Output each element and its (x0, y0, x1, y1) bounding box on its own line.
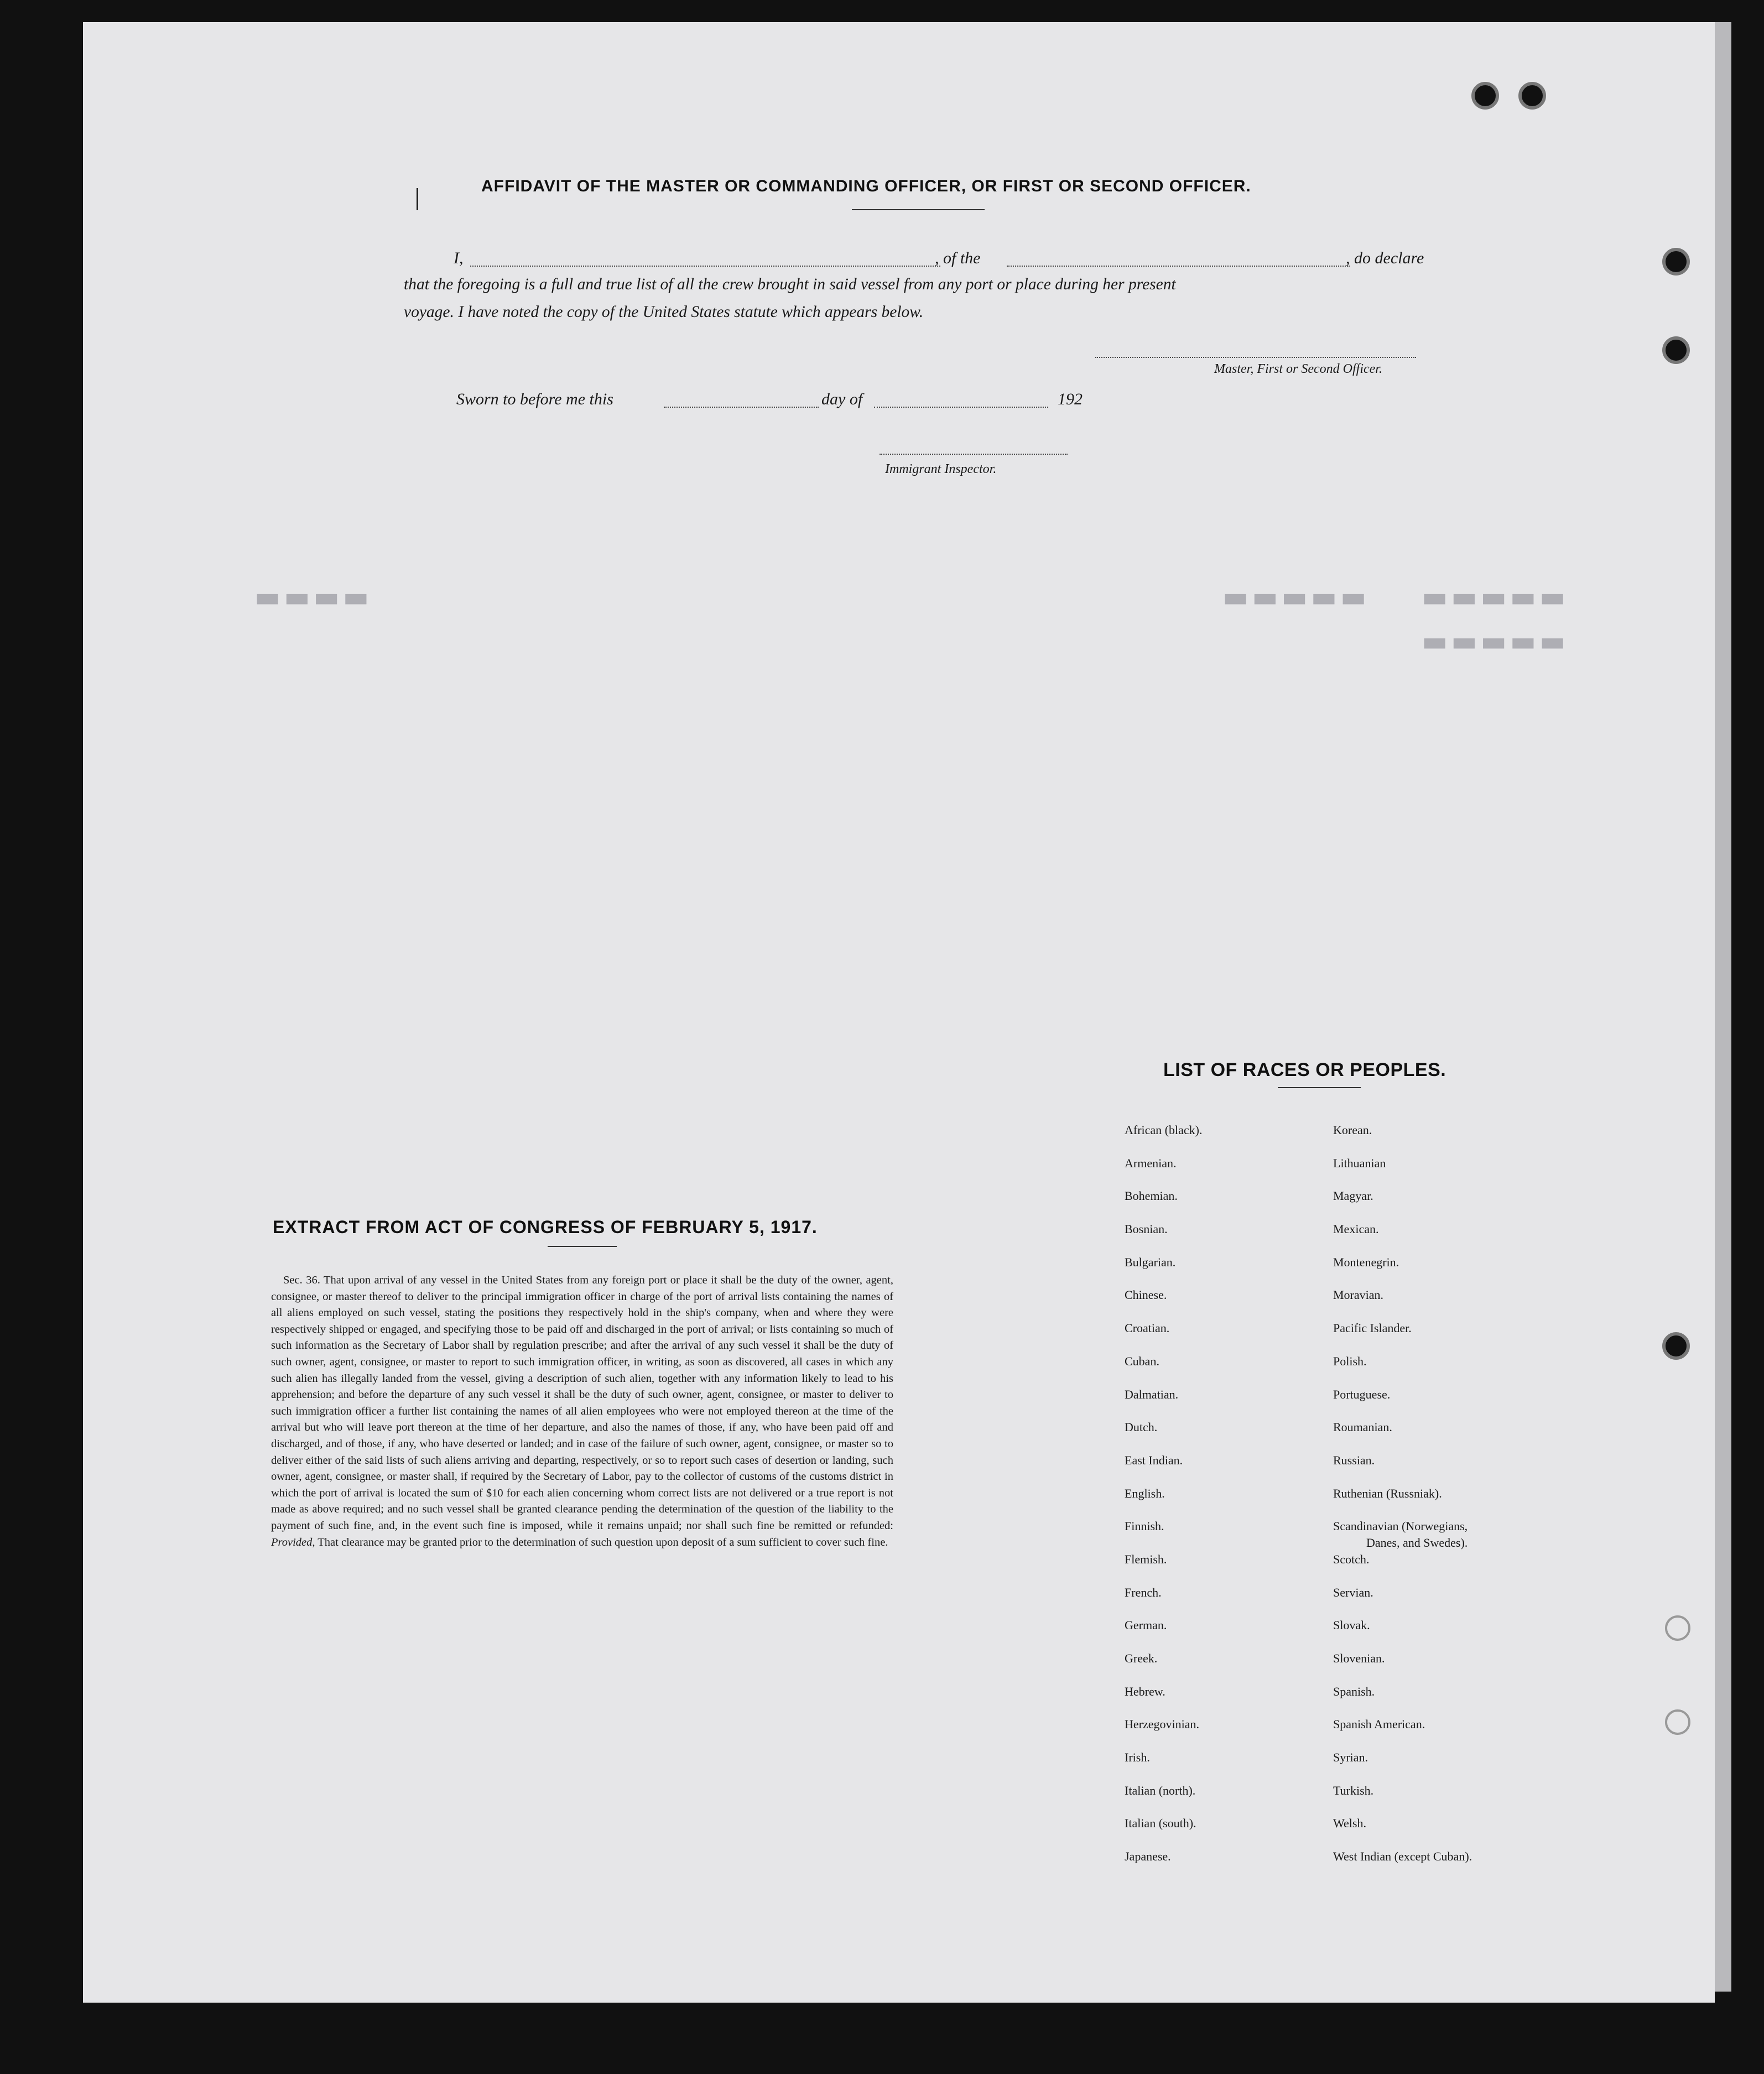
extract-proviso-label: Provided, (271, 1536, 315, 1548)
races-title: LIST OF RACES OR PEOPLES. (1163, 1059, 1446, 1080)
year-prefix: 192 (1058, 390, 1083, 408)
declaration-do-declare: , do declare (1346, 249, 1424, 267)
race-item: Turkish. (1333, 1783, 1374, 1797)
race-item: Spanish American. (1333, 1717, 1425, 1732)
race-item: Mexican. (1333, 1222, 1379, 1236)
binder-hole-icon (1518, 82, 1546, 110)
race-item: Lithuanian (1333, 1156, 1386, 1170)
race-item: Korean. (1333, 1123, 1372, 1137)
race-item: East Indian. (1125, 1453, 1183, 1467)
race-item: Polish. (1333, 1354, 1367, 1368)
sworn-text: Sworn to before me this (456, 390, 613, 408)
race-item: Scotch. (1333, 1552, 1370, 1566)
race-item: Danes, and Swedes). (1366, 1536, 1468, 1550)
race-item: Bohemian. (1125, 1189, 1178, 1203)
race-item: Montenegrin. (1333, 1255, 1399, 1269)
declaration-of-the: , of the (935, 249, 981, 267)
race-item: Magyar. (1333, 1189, 1373, 1203)
affidavit-title: AFFIDAVIT OF THE MASTER OR COMMANDING OFFICER, OR FIRST OR SECOND OFFICER. (481, 177, 1251, 195)
binder-hole-icon (1471, 82, 1499, 110)
race-item: Syrian. (1333, 1750, 1368, 1765)
binder-hole-icon (1665, 1615, 1690, 1641)
signature-label: Master, First or Second Officer. (1214, 362, 1382, 376)
extract-section-36 (271, 1272, 893, 1551)
race-item: Welsh. (1333, 1816, 1366, 1831)
declaration-start: I, (454, 249, 464, 267)
race-item: English. (1125, 1486, 1165, 1500)
race-item: Italian (north). (1125, 1783, 1196, 1797)
extract-proviso-text: That clearance may be granted prior to the determination of such question upon deposit of a sum sufficient to cover such fine. (318, 1536, 888, 1548)
binder-hole-icon (1665, 1709, 1690, 1735)
inspector-signature-field[interactable] (880, 454, 1068, 455)
sworn-day-field[interactable] (664, 407, 819, 408)
race-item: African (black). (1125, 1123, 1203, 1137)
race-item: Roumanian. (1333, 1420, 1392, 1434)
race-item: Chinese. (1125, 1288, 1167, 1302)
races-left-column (1125, 1123, 1202, 1883)
binder-hole-icon (1662, 336, 1690, 364)
extract-body: That upon arrival of any vessel in the United States from any foreign port or place it shall be the duty of the owner, agent, consignee, or master thereof to deliver to the principal immigration officer in charge of the port of arrival lists containing the names of all aliens employed on such vessel, stating the positions they respectively hold in the ship's company, when and where they were respectively shipped or engaged, and specifying those to be paid off and discharged in the port of arrival; or lists containing so much of such information as the Secretary of Labor shall by regulation prescribe; and after the arrival of any such vessel it shall be the duty of such owner, agent, consignee, or master to report to such immigration officer, in writing, as soon as discovered, all cases in which any such alien has illegally landed from the vessel, giving a description of such alien, together with any information likely to lead to his apprehension; and before the departure of any such vessel it shall be the duty of such owner, agent, consignee, or master to deliver to such immigration officer a further list containing the names of all alien employees who were not employed thereon at the time of the arrival but who will leave port thereon at the time of her departure, and also the names of those, if any, who have been paid off and discharged, and of those, if any, who have deserted or landed; and in case of the failure of such owner, agent, consignee, or master so to deliver either of the said lists of such aliens arriving and departing, respectively, or so to report such cases of desertion or landing, such owner, agent, consignee, or master shall, if required by the Secretary of Labor, pay to the collector of customs of the customs district in which the port of arrival is located the sum of $10 for each alien concerning whom correct lists are not delivered or a true report is not made as above required; and no such vessel shall be granted clearance pending the determination of the question of the liability to the payment of such fine, and, in the event such fine is imposed, while it remains unpaid; nor shall such fine be remitted or refunded: (271, 1274, 893, 1532)
sworn-month-field[interactable] (874, 407, 1048, 408)
bleed-through-row: ▬▬▬▬▬ (1422, 581, 1569, 613)
bleed-through-row: ▬▬▬▬▬ (1222, 581, 1370, 613)
race-item: Hebrew. (1125, 1684, 1165, 1698)
race-item: West Indian (except Cuban). (1333, 1849, 1472, 1864)
race-item: Ruthenian (Russniak). (1333, 1486, 1442, 1500)
page-edge (1715, 22, 1731, 1992)
race-item: Russian. (1333, 1453, 1375, 1467)
extract-title-rule (548, 1246, 617, 1247)
race-item: Dalmatian. (1125, 1387, 1179, 1401)
race-item: Slovak. (1333, 1618, 1370, 1633)
bleed-through-row: ▬▬▬▬▬ (1422, 625, 1569, 657)
race-item: Portuguese. (1333, 1387, 1391, 1401)
race-item: Slovenian. (1333, 1651, 1385, 1665)
race-item: Servian. (1333, 1585, 1373, 1599)
race-item: Finnish. (1125, 1519, 1164, 1534)
bleed-through-row: ▬▬▬▬ (254, 581, 372, 613)
race-item: French. (1125, 1585, 1162, 1599)
race-item: Croatian. (1125, 1321, 1170, 1335)
race-item: Moravian. (1333, 1288, 1384, 1302)
extract-title: EXTRACT FROM ACT OF CONGRESS OF FEBRUARY 5, 1917. (273, 1217, 818, 1237)
binder-hole-icon (1662, 1332, 1690, 1360)
race-item: Cuban. (1125, 1354, 1159, 1368)
race-item: Dutch. (1125, 1420, 1158, 1434)
race-item: Greek. (1125, 1651, 1158, 1665)
race-item: Italian (south). (1125, 1816, 1196, 1831)
race-item: Irish. (1125, 1750, 1150, 1765)
race-item: Herzegovinian. (1125, 1717, 1199, 1732)
vessel-name-field[interactable] (1007, 266, 1350, 267)
races-title-rule (1278, 1087, 1361, 1088)
race-item: Pacific Islander. (1333, 1321, 1412, 1335)
race-item: Spanish. (1333, 1684, 1375, 1698)
race-item: Armenian. (1125, 1156, 1177, 1170)
declaration-body-line-2: voyage. I have noted the copy of the United States statute which appears below. (404, 303, 924, 321)
master-name-field[interactable] (470, 266, 940, 267)
race-item: Scandinavian (Norwegians, (1333, 1519, 1468, 1534)
affidavit-title-rule (852, 209, 985, 210)
margin-mark (417, 188, 418, 210)
binder-hole-icon (1662, 248, 1690, 276)
race-item: Bosnian. (1125, 1222, 1168, 1236)
extract-section-label: Sec. 36. (283, 1274, 320, 1286)
race-item: Bulgarian. (1125, 1255, 1176, 1269)
race-item: German. (1125, 1618, 1167, 1633)
race-item: Flemish. (1125, 1552, 1167, 1566)
declaration-body-line-1: that the foregoing is a full and true list of all the crew brought in said vessel from any port or place during her present (404, 276, 1176, 293)
inspector-label: Immigrant Inspector. (885, 462, 997, 476)
races-right-column (1333, 1123, 1472, 1883)
day-of-text: day of (821, 390, 863, 408)
race-item: Japanese. (1125, 1849, 1171, 1864)
signature-field[interactable] (1095, 357, 1416, 358)
